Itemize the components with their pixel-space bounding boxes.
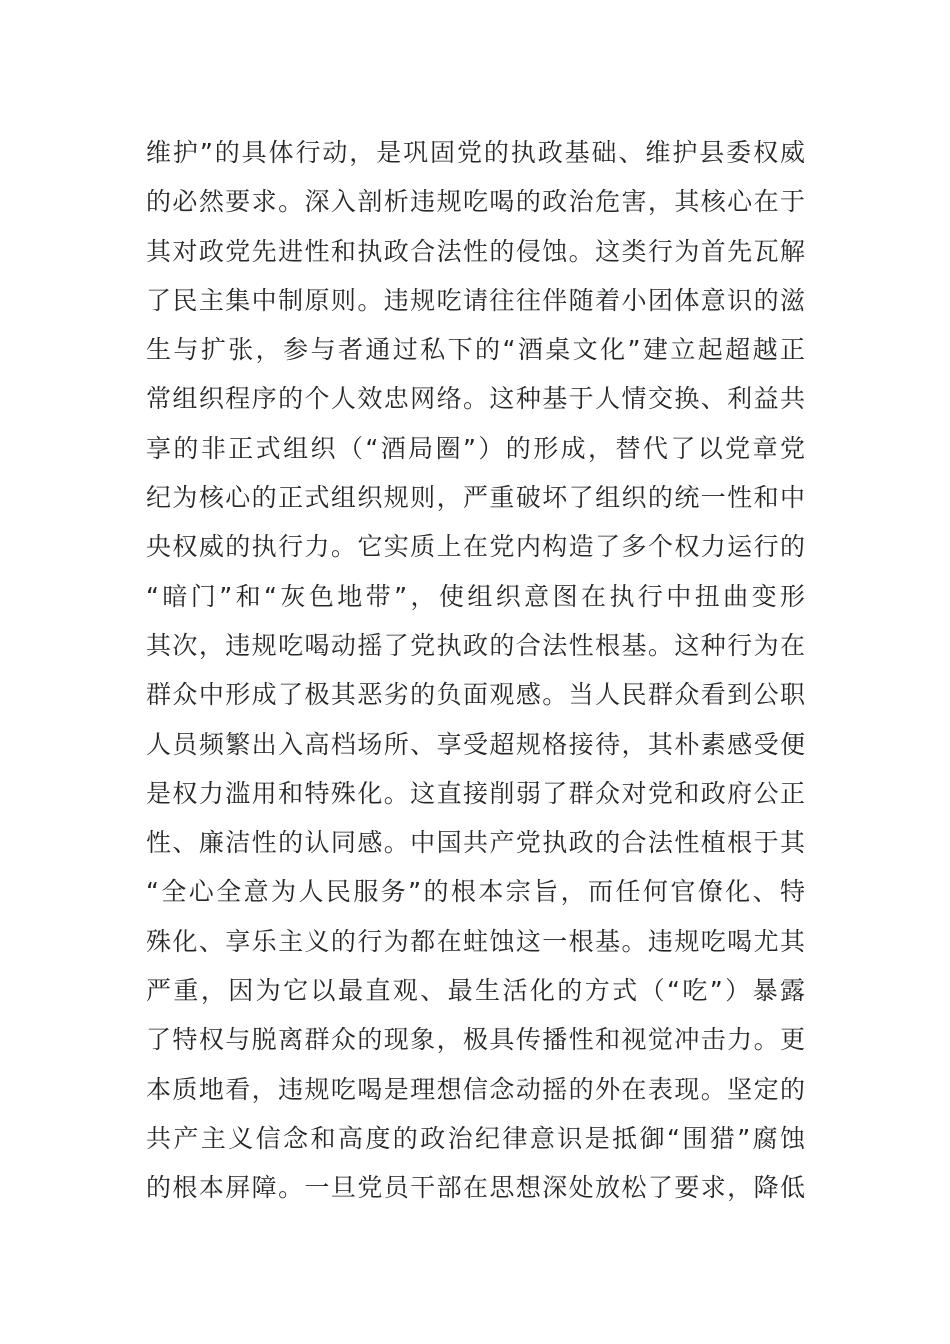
text-line: 了特权与脱离群众的现象，极具传播性和视觉冲击力。更	[146, 1025, 806, 1055]
text-line: 生与扩张，参与者通过私下的“酒桌文化”建立起超越正	[146, 335, 806, 365]
text-line: 本质地看，违规吃喝是理想信念动摇的外在表现。坚定的	[146, 1074, 806, 1104]
text-line: 纪为核心的正式组织规则，严重破坏了组织的统一性和中	[146, 483, 806, 513]
text-line: 其对政党先进性和执政合法性的侵蚀。这类行为首先瓦解	[146, 236, 806, 266]
text-line: 其次，违规吃喝动摇了党执政的合法性根基。这种行为在	[146, 630, 806, 660]
text-line: 是权力滥用和特殊化。这直接削弱了群众对党和政府公正	[146, 778, 806, 808]
text-line: “暗门”和“灰色地带”，使组织意图在执行中扭曲变形	[146, 581, 806, 611]
text-line: 人员频繁出入高档场所、享受超规格接待，其朴素感受便	[146, 729, 806, 759]
text-line: 性、廉洁性的认同感。中国共产党执政的合法性植根于其	[146, 828, 806, 858]
text-line: “全心全意为人民服务”的根本宗旨，而任何官僚化、特	[146, 877, 806, 907]
text-line: 常组织程序的个人效忠网络。这种基于人情交换、利益共	[146, 384, 806, 414]
text-line: 殊化、享乐主义的行为都在蛀蚀这一根基。违规吃喝尤其	[146, 926, 806, 956]
text-line: 央权威的执行力。它实质上在党内构造了多个权力运行的	[146, 532, 806, 562]
body-text	[146, 128, 806, 1213]
text-line: 的必然要求。深入剖析违规吃喝的政治危害，其核心在于	[146, 187, 806, 217]
text-line: 的根本屏障。一旦党员干部在思想深处放松了要求，降低	[146, 1173, 806, 1203]
text-line: 享的非正式组织（“酒局圈”）的形成，替代了以党章党	[146, 433, 806, 463]
text-line: 群众中形成了极其恶劣的负面观感。当人民群众看到公职	[146, 680, 806, 710]
text-line: 了民主集中制原则。违规吃请往往伴随着小团体意识的滋	[146, 285, 806, 315]
text-line: 严重，因为它以最直观、最生活化的方式（“吃”）暴露	[146, 976, 806, 1006]
text-line: 维护”的具体行动，是巩固党的执政基础、维护县委权威	[146, 138, 806, 167]
text-line: 共产主义信念和高度的政治纪律意识是抵御“围猎”腐蚀	[146, 1123, 806, 1153]
